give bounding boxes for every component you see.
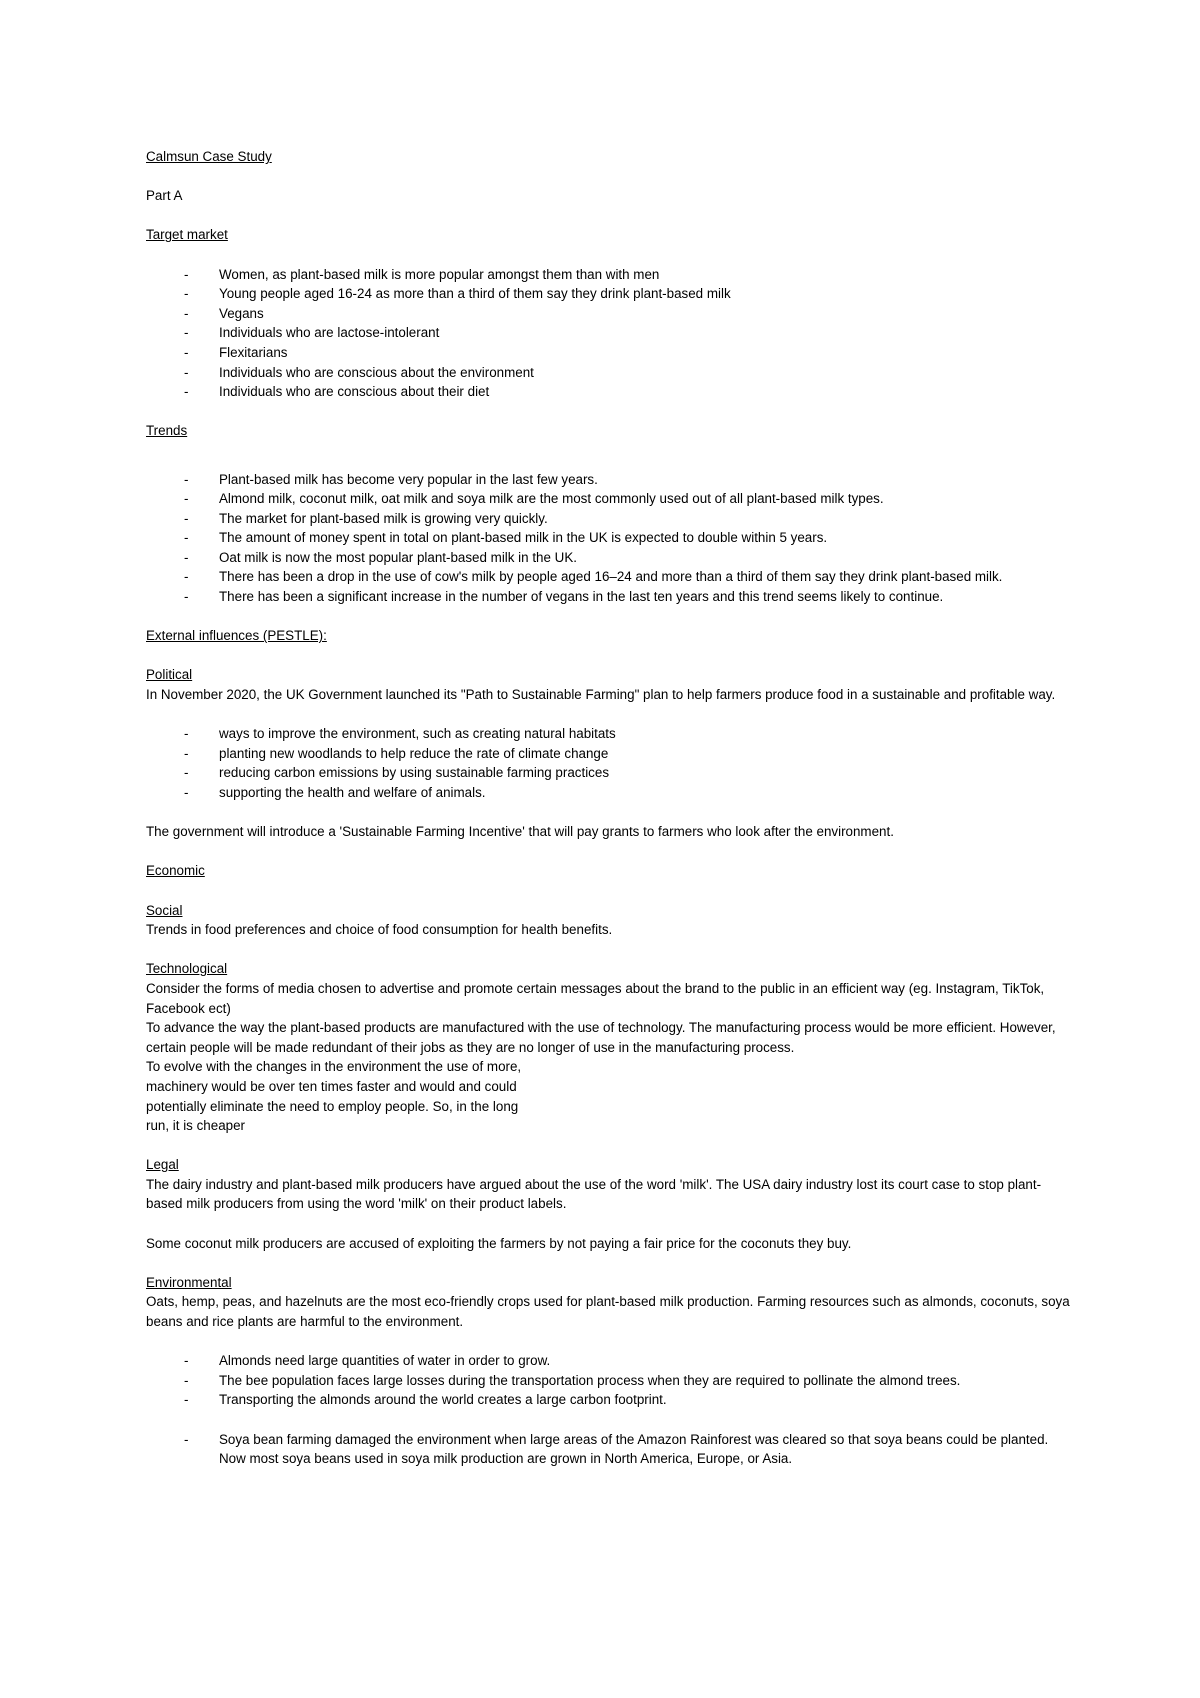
environmental-list-2	[146, 1430, 1070, 1469]
dash-bullet: -	[184, 745, 189, 761]
list-item: - Women, as plant-based milk is more popular amongst them than with men	[146, 265, 1070, 285]
list-item: - Vegans	[146, 304, 1070, 324]
dash-bullet: -	[184, 765, 189, 781]
list-item: - The market for plant-based milk is growing very quickly.	[146, 509, 1070, 529]
dash-bullet: -	[184, 1392, 189, 1408]
technological-heading: Technological	[146, 961, 228, 977]
target-market-heading: Target market	[146, 227, 228, 243]
list-item: - Transporting the almonds around the world creates a large carbon footprint.	[146, 1390, 1070, 1410]
list-item: - Oat milk is now the most popular plant-based milk in the UK.	[146, 548, 1070, 568]
dash-bullet: -	[184, 549, 189, 565]
dash-bullet: -	[184, 1431, 189, 1447]
environmental-list	[146, 1351, 1070, 1410]
list-item: - Flexitarians	[146, 343, 1070, 363]
dash-bullet: -	[184, 726, 189, 742]
environmental-heading: Environmental	[146, 1274, 232, 1290]
dash-bullet: -	[184, 266, 189, 282]
dash-bullet: -	[184, 589, 189, 605]
political-heading: Political	[146, 667, 193, 683]
list-item: - ways to improve the environment, such as creating natural habitats	[146, 724, 1070, 744]
technological-paragraph-2: To advance the way the plant-based products are manufactured with the use of technology. The manufacturing process would be more efficient. However, certain people will be made redundant of their jobs as they are no longer of use in the manufacturing process.	[146, 1020, 1056, 1055]
legal-heading: Legal	[146, 1157, 179, 1173]
dash-bullet: -	[184, 471, 189, 487]
list-item: - Individuals who are lactose-intolerant	[146, 323, 1070, 343]
dash-bullet: -	[184, 286, 189, 302]
document-page	[146, 147, 1070, 1469]
dash-bullet: -	[184, 569, 189, 585]
list-item: - planting new woodlands to help reduce the rate of climate change	[146, 744, 1070, 764]
technological-paragraph-1: Consider the forms of media chosen to advertise and promote certain messages about the brand to the public in an efficient way (eg. Instagram, TikTok, Facebook ect)	[146, 980, 1045, 1016]
part-label: Part A	[146, 188, 183, 204]
list-item: - Individuals who are conscious about the environment	[146, 363, 1070, 383]
dash-bullet: -	[184, 491, 189, 507]
environmental-intro: Oats, hemp, peas, and hazelnuts are the most eco-friendly crops used for plant-based milk production. Farming resources such as almonds, coconuts, soya beans and rice plants are harmful to the environment.	[146, 1294, 1070, 1330]
technological-line: run, it is cheaper	[146, 1118, 245, 1134]
dash-bullet: -	[184, 1372, 189, 1388]
political-list	[146, 724, 1070, 802]
list-item: - Plant-based milk has become very popular in the last few years.	[146, 470, 1070, 490]
social-text: Trends in food preferences and choice of food consumption for health benefits.	[146, 922, 613, 938]
political-intro: In November 2020, the UK Government launched its "Path to Sustainable Farming" plan to help farmers produce food in a sustainable and profitable way.	[146, 687, 1056, 703]
dash-bullet: -	[184, 364, 189, 380]
dash-bullet: -	[184, 305, 189, 321]
political-outro: The government will introduce a 'Sustainable Farming Incentive' that will pay grants to farmers who look after the environment.	[146, 824, 894, 840]
target-market-list	[146, 265, 1070, 402]
document-title: Calmsun Case Study	[146, 149, 272, 164]
social-heading: Social	[146, 902, 183, 918]
legal-paragraph-2: Some coconut milk producers are accused of exploiting the farmers by not paying a fair price for the coconuts they buy.	[146, 1235, 852, 1251]
economic-heading: Economic	[146, 863, 205, 879]
external-influences-heading: External influences (PESTLE):	[146, 628, 327, 644]
dash-bullet: -	[184, 785, 189, 800]
list-item: - reducing carbon emissions by using sustainable farming practices	[146, 763, 1070, 783]
trends-list	[146, 470, 1070, 607]
list-item: - Almonds need large quantities of water in order to grow.	[146, 1351, 1070, 1371]
trends-heading: Trends	[146, 423, 188, 439]
list-item: - There has been a drop in the use of cow's milk by people aged 16–24 and more than a third of them say they drink plant-based milk.	[146, 567, 1070, 587]
dash-bullet: -	[184, 325, 189, 341]
list-item: - Almond milk, coconut milk, oat milk and soya milk are the most commonly used out of all plant-based milk types.	[146, 489, 1070, 509]
list-item: - Individuals who are conscious about their diet	[146, 382, 1070, 402]
list-item: - supporting the health and welfare of animals.	[146, 783, 1070, 803]
list-item: - There has been a significant increase in the number of vegans in the last ten years and this trend seems likely to continue.	[146, 587, 1070, 607]
legal-paragraph-1: The dairy industry and plant-based milk producers have argued about the use of the word 'milk'. The USA dairy industry lost its court case to stop plant-based milk producers from using the word 'milk' on their product labels.	[146, 1176, 1042, 1212]
dash-bullet: -	[184, 384, 189, 400]
dash-bullet: -	[184, 530, 189, 546]
list-item: - Young people aged 16-24 as more than a third of them say they drink plant-based milk	[146, 284, 1070, 304]
technological-line: potentially eliminate the need to employ people. So, in the long	[146, 1098, 519, 1114]
list-item: - The bee population faces large losses during the transportation process when they are required to pollinate the almond trees.	[146, 1371, 1070, 1391]
dash-bullet: -	[184, 1353, 189, 1369]
technological-line: machinery would be over ten times faster and would and could	[146, 1078, 517, 1094]
dash-bullet: -	[184, 510, 189, 526]
dash-bullet: -	[184, 344, 189, 360]
list-item: - The amount of money spent in total on plant-based milk in the UK is expected to double within 5 years.	[146, 528, 1070, 548]
list-item: - Soya bean farming damaged the environment when large areas of the Amazon Rainforest was cleared so that soya beans could be planted. Now most soya beans used in soya milk production are grown in North America, Europe, or Asia.	[184, 1431, 1049, 1467]
technological-line: To evolve with the changes in the environment the use of more,	[146, 1059, 522, 1075]
